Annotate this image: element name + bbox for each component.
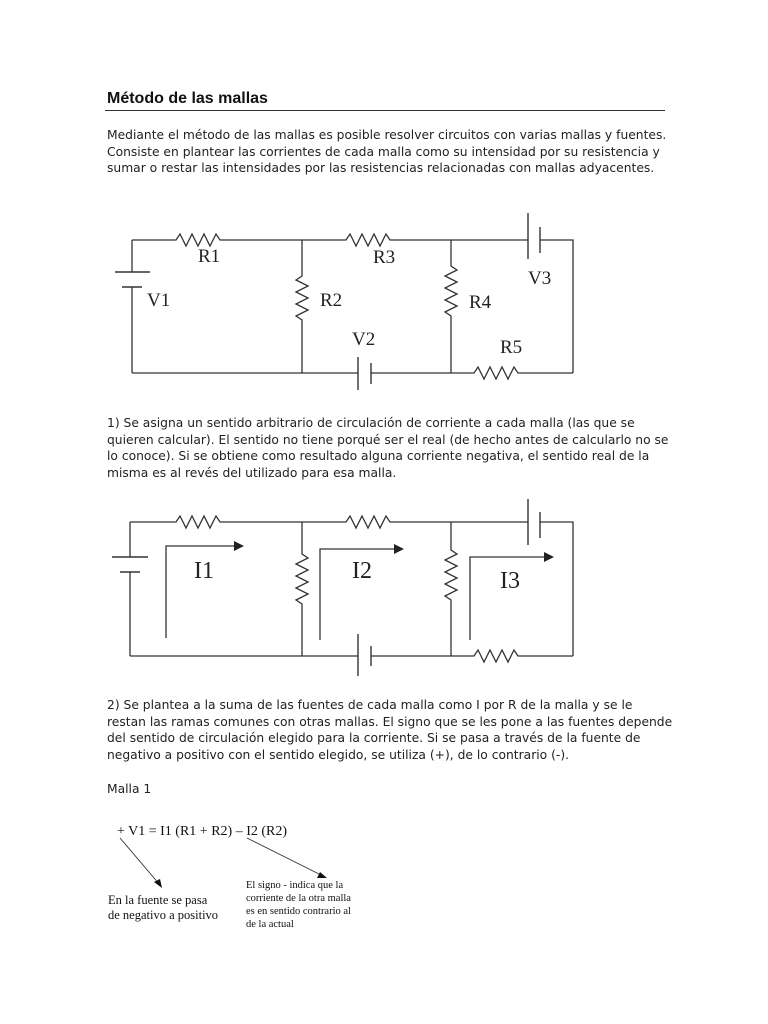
label-r1: R1: [198, 246, 221, 267]
label-v3: V3: [528, 268, 552, 289]
step1-line: lo conoce). Si se obtiene como resultado alguna corriente negativa, el sentido real de la: [107, 449, 650, 463]
note-left-line-2: de negativo a positivo: [108, 908, 219, 922]
note-right-line-1: El signo - indica que la: [246, 880, 344, 891]
step1-line: misma es al revés del utilizado para esa malla.: [107, 465, 397, 480]
label-v1: V1: [147, 290, 171, 311]
step2-paragraph: [107, 697, 673, 763]
intro-line: Consiste en plantear las corrientes de cada malla como su intensidad por su resistencia y: [107, 144, 660, 159]
step1-line: 1) Se asigna un sentido arbitrario de circulación de corriente a cada malla (las que se: [107, 416, 635, 430]
label-r4: R4: [469, 292, 492, 313]
label-i1: I1: [194, 558, 214, 584]
circuit-diagram-2: [0, 495, 768, 680]
step2-line: 2) Se plantea a la suma de las fuentes de cada malla como I por R de la malla y se le: [107, 698, 633, 712]
step1-paragraph: [107, 415, 667, 481]
label-r3: R3: [373, 247, 396, 268]
step1-line: quieren calcular). El sentido no tiene porqué ser el real (de hecho antes de calcularlo no se: [107, 432, 669, 447]
page-title: Método de las mallas: [107, 90, 268, 107]
malla-1-label: Malla 1: [107, 782, 152, 796]
i3-arrowhead: [544, 552, 554, 562]
arrowhead-right: [317, 872, 327, 878]
note-left-line-1: En la fuente se pasa: [108, 893, 208, 907]
step2-line: negativo a positivo con el sentido elegido, se utiliza (+), de lo contrario (-).: [107, 747, 570, 762]
intro-line: sumar o restar las intensidades por las resistencias relacionadas con mallas adyacentes.: [107, 161, 655, 175]
arrowhead-left: [154, 879, 162, 888]
formula-annotation: [95, 812, 395, 937]
circuit-diagram-1: [0, 200, 768, 400]
intro-paragraph: [107, 127, 667, 177]
label-v2: V2: [352, 329, 376, 350]
formula-equation: + V1 = I1 (R1 + R2) – I2 (R2): [117, 824, 288, 839]
label-r5: R5: [500, 337, 523, 358]
note-right-line-4: de la actual: [246, 919, 294, 930]
title-divider: [105, 110, 665, 111]
label-i2: I2: [352, 558, 372, 584]
intro-line: Mediante el método de las mallas es posible resolver circuitos con varias mallas y fuentes.: [107, 128, 667, 142]
label-r2: R2: [320, 290, 343, 311]
i1-arrowhead: [234, 541, 244, 551]
label-i3: I3: [500, 568, 520, 594]
note-right-line-3: es en sentido contrario al: [246, 906, 351, 917]
note-right-line-2: corriente de la otra malla: [246, 893, 351, 904]
step2-line: del sentido de circulación elegido para la corriente. Si se pasa a través de la fuente de: [107, 731, 641, 745]
i2-arrowhead: [394, 544, 404, 554]
step2-line: restan las ramas comunes con otras mallas. El signo que se les pone a las fuentes depende: [107, 714, 673, 729]
